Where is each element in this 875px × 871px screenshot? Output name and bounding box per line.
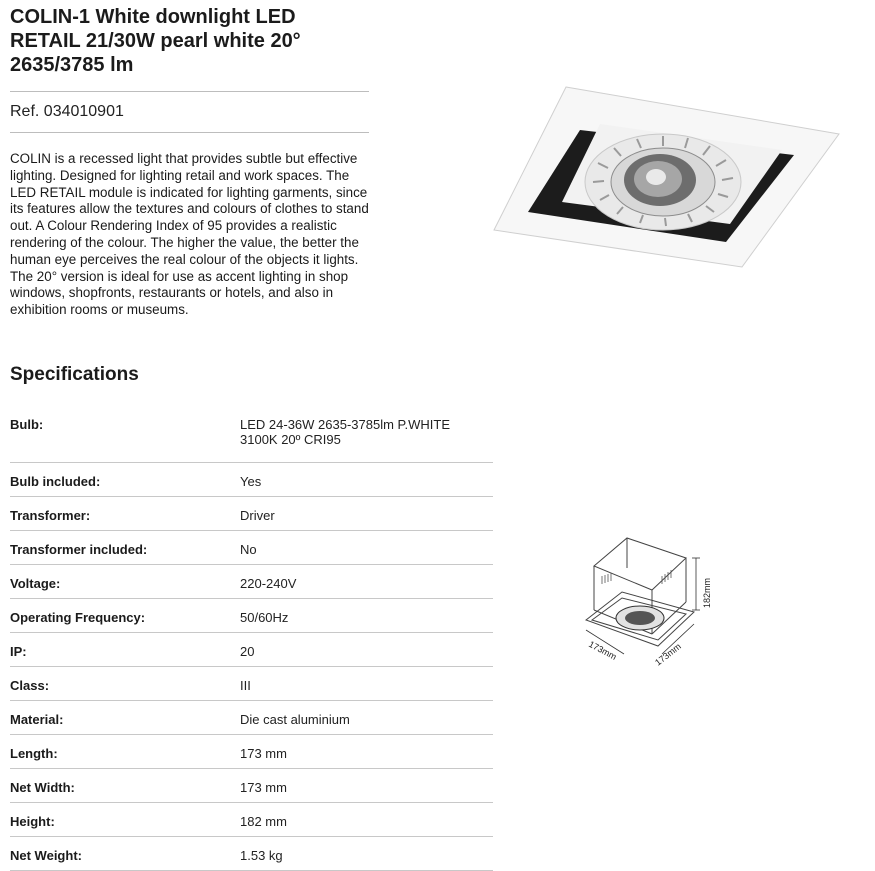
title-divider [10, 91, 369, 92]
spec-label: Net Width: [10, 780, 75, 795]
height-dimension-line [692, 558, 700, 610]
spec-value: III [240, 678, 251, 693]
spec-label: Net Weight: [10, 848, 82, 863]
spec-row [10, 667, 493, 701]
spec-label: Material: [10, 712, 64, 727]
spec-value: Die cast aluminium [240, 712, 350, 727]
spec-value: 173 mm [240, 780, 287, 795]
spec-row [10, 599, 493, 633]
spec-label: Class: [10, 678, 50, 693]
spec-label: Bulb included: [10, 474, 101, 489]
spec-row [10, 769, 493, 803]
product-description: COLIN is a recessed light that provides subtle but effective lighting. Designed for lighting retail and work spaces. The LED RETAIL module is indicated for lighting garments, since its features allow the textures and colours of clothes to stand out. A Colour Rendering Index of 95 provides a realistic rendering of the colour. The higher the value, the better the human eye perceives the real colour of the objects it lights. The 20° version is ideal for use as accent lighting in shop windows, shopfronts, restaurants or hotels, and also in exhibition rooms or museums. [10, 151, 369, 318]
spec-row [10, 406, 493, 463]
spec-row [10, 837, 493, 871]
spec-value: 220-240V [240, 576, 297, 591]
spec-label: Operating Frequency: [10, 610, 146, 625]
reference-divider [10, 132, 369, 133]
spec-value: 1.53 kg [240, 848, 283, 863]
spec-row [10, 463, 493, 497]
specifications-table [10, 406, 493, 871]
spec-label: Voltage: [10, 576, 61, 591]
spec-value: No [240, 542, 257, 557]
spec-label: Transformer: [10, 508, 91, 523]
spec-row [10, 497, 493, 531]
spec-label: Length: [10, 746, 58, 761]
left-dimension-label: 173mm [587, 638, 619, 662]
spec-row [10, 803, 493, 837]
spec-value: LED 24-36W 2635-3785lm P.WHITE 3100K 20º CRI95 [240, 417, 451, 447]
spec-row [10, 633, 493, 667]
spec-row [10, 531, 493, 565]
spec-value: 20 [240, 644, 255, 659]
spec-value: 50/60Hz [240, 610, 289, 625]
height-dimension-label: 182mm [702, 577, 712, 608]
spec-value: 182 mm [240, 814, 287, 829]
product-photo [490, 84, 842, 270]
spec-value: 173 mm [240, 746, 287, 761]
spec-value: Driver [240, 508, 275, 523]
spec-label: Bulb: [10, 417, 44, 432]
spec-label: Height: [10, 814, 55, 829]
spec-row [10, 735, 493, 769]
spec-label: Transformer included: [10, 542, 148, 557]
product-title: COLIN-1 White downlight LED RETAIL 21/30W pearl white 20° 2635/3785 lm [10, 6, 301, 76]
specifications-heading: Specifications [10, 364, 139, 385]
drawing-lamp [625, 611, 655, 625]
right-dimension-label: 173mm [653, 641, 683, 668]
product-reference: Ref. 034010901 [10, 103, 124, 120]
spec-row [10, 701, 493, 735]
spec-value: Yes [240, 474, 262, 489]
dimension-drawing [582, 528, 717, 668]
spec-label: IP: [10, 644, 27, 659]
led-lens [646, 169, 666, 185]
spec-row [10, 565, 493, 599]
